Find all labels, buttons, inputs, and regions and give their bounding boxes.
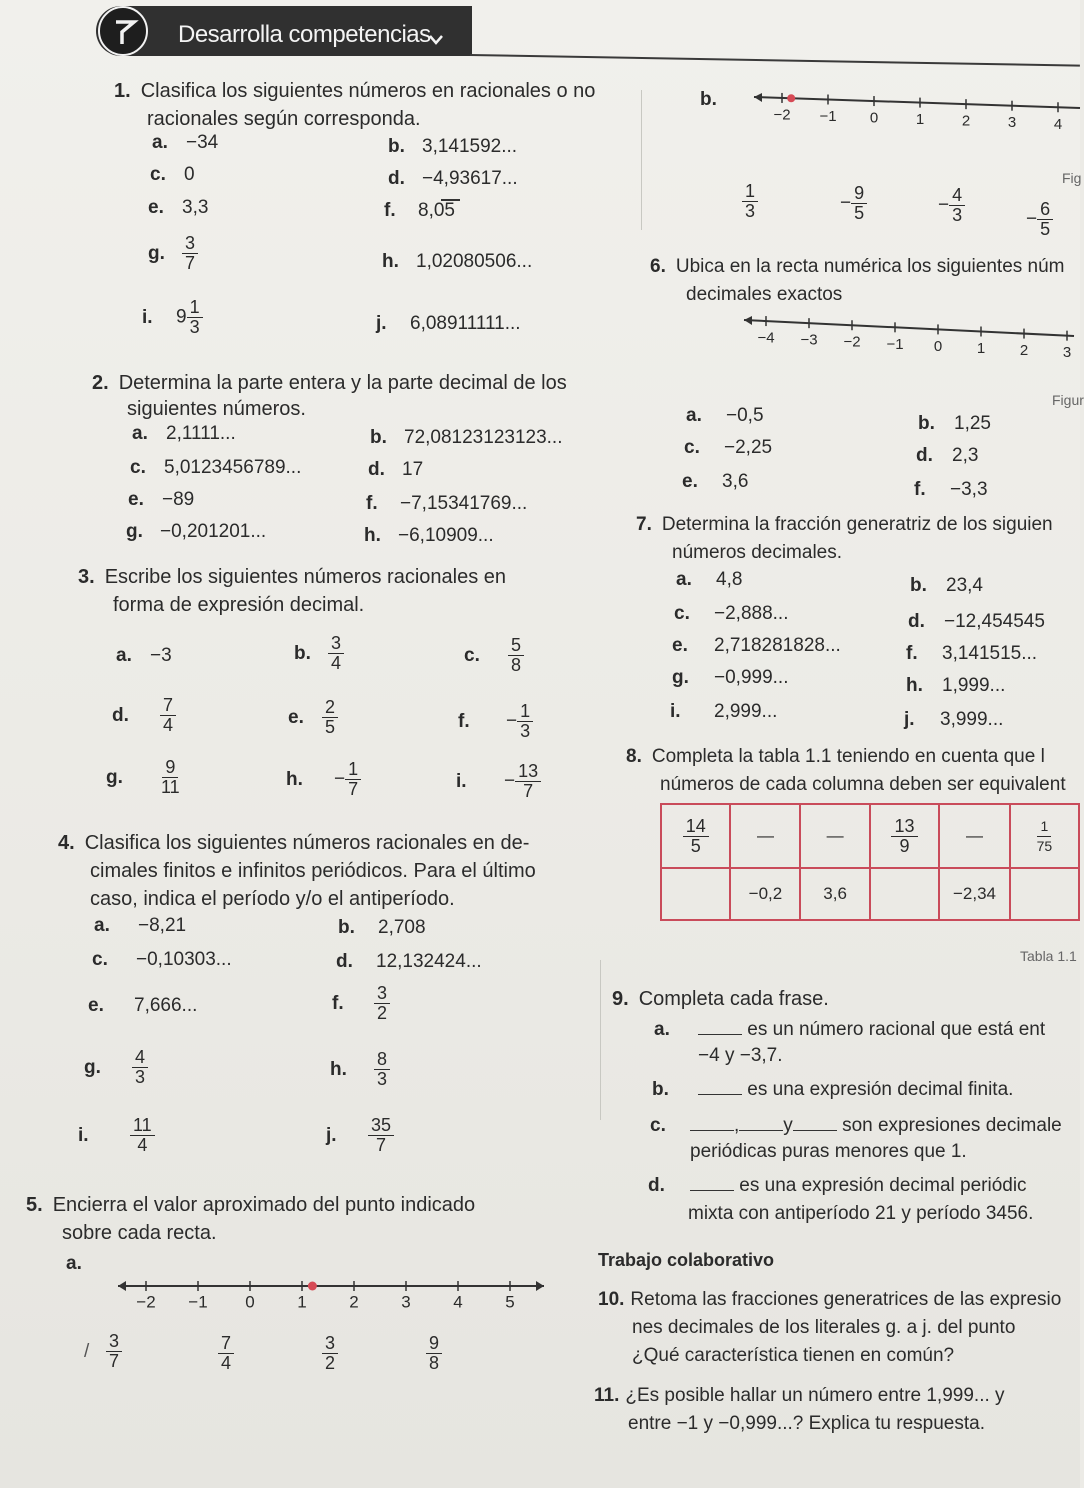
tick-label: 0 [869, 109, 879, 127]
q7-item-d: d. −12,454545 [908, 611, 1045, 632]
table-cell[interactable]: 3,6 [800, 868, 869, 920]
q4-item-c: c. −0,10303... [92, 949, 232, 970]
answer-blank[interactable] [690, 1130, 734, 1131]
q1-item-g: g. $\frac{3}{7}$ [148, 234, 198, 273]
tick-label: 2 [349, 1292, 359, 1312]
question-8: 8. Completa la tabla 1.1 teniendo en cuenta que l [626, 746, 1045, 767]
answer-blank[interactable] [793, 1130, 837, 1131]
header-rule [470, 54, 1080, 67]
question-9: 9. Completa cada frase. [612, 988, 829, 1010]
q9-item-a: a. es un número racional que está ent [654, 1019, 1046, 1040]
table-cell[interactable]: $\frac{14}{5}$ [661, 804, 730, 868]
q7-item-b: b. 23,4 [910, 575, 983, 596]
tick-label: −2 [136, 1292, 156, 1312]
table-cell[interactable]: $\frac{13}{9}$ [870, 804, 939, 868]
q1-item-c: c. 0 [150, 164, 195, 185]
q9-item-d: d. es una expresión decimal periódic [648, 1175, 1027, 1196]
tick-label: 4 [1053, 115, 1063, 133]
q5b-option-3[interactable]: − $\frac{4}{3}$ [938, 186, 965, 225]
q6-item-c: c. −2,25 [684, 437, 773, 458]
q7-item-e: e. 2,718281828... [672, 635, 841, 656]
question-4: 4. Clasifica los siguientes números racionales en de- [58, 832, 530, 854]
q2-item-c: c. 5,0123456789... [130, 457, 302, 478]
q7-item-j: j. 3,999... [904, 709, 1004, 730]
q1-item-b: b. 3,141592... [388, 136, 518, 157]
q4-item-i: i. $\frac{11}{4}$ [78, 1116, 155, 1155]
q5b-option-2[interactable]: − $\frac{9}{5}$ [840, 184, 867, 223]
q5b-option-4[interactable]: − $\frac{6}{5}$ [1026, 200, 1053, 239]
q6-item-e: e. 3,6 [682, 471, 749, 492]
q1-item-i: i. 9 $\frac{1}{3}$ [142, 298, 203, 337]
q4-item-j: j. $\frac{35}{7}$ [326, 1116, 394, 1155]
q2-item-a: a. 2,1111... [132, 423, 236, 444]
question-2: 2. Determina la parte entera y la parte decimal de los [92, 372, 567, 394]
q1-item-j: j. 6,08911111... [376, 313, 521, 334]
table-caption: Tabla 1.1 [1020, 948, 1077, 964]
number-line-a-point [308, 1282, 317, 1291]
q5-part-a-label: a. [66, 1253, 82, 1274]
tick-label: −1 [188, 1292, 208, 1312]
table-cell[interactable] [870, 868, 939, 920]
q6-item-b: b. 1,25 [918, 413, 991, 434]
number-line-b-axis [754, 97, 1080, 108]
tick-label: −1 [886, 335, 904, 353]
q6-item-a: a. −0,5 [686, 405, 764, 426]
q5a-option-3[interactable]: $\frac{3}{2}$ [322, 1334, 338, 1373]
tick-label: 1 [915, 111, 925, 129]
tick-label: 2 [961, 112, 971, 130]
question-5-cont: sobre cada recta. [62, 1222, 217, 1244]
q1-item-e: e. 3,3 [148, 197, 209, 218]
q3-item-c: c. $\frac{5}{8}$ [464, 636, 524, 675]
tick-label: 3 [1062, 344, 1072, 362]
q6-figure-label: Figur [1052, 392, 1084, 408]
q1-item-d: d. −4,93617... [388, 168, 518, 189]
q3-item-e: e. $\frac{2}{5}$ [288, 698, 338, 737]
q5a-option-4[interactable]: $\frac{9}{8}$ [426, 1334, 442, 1373]
q4-item-g: g. $\frac{4}{3}$ [84, 1048, 148, 1087]
question-5: 5. Encierra el valor aproximado del punto indicado [26, 1194, 476, 1216]
answer-blank[interactable] [698, 1094, 742, 1095]
q3-item-f: f. − $\frac{1}{3}$ [458, 702, 533, 741]
tick-label: −2 [843, 333, 861, 351]
collab-title: Trabajo colaborativo [598, 1250, 775, 1270]
chevron-down-icon [428, 34, 444, 46]
q4-item-d: d. 12,132424... [336, 951, 482, 972]
number-line-b [750, 88, 1080, 150]
q4-item-a: a. −8,21 [94, 915, 187, 936]
tick-label: 3 [1007, 114, 1017, 132]
q7-item-h: h. 1,999... [906, 675, 1006, 696]
q1-item-f: f. 8,05 [384, 200, 455, 221]
number-line-c [740, 310, 1080, 372]
q5a-option-2[interactable]: $\frac{7}{4}$ [218, 1334, 234, 1373]
question-6-cont: decimales exactos [686, 284, 843, 305]
q9-item-a-cont: −4 y −3,7. [698, 1045, 783, 1066]
number-line-b-point [787, 94, 795, 102]
q3-item-a: a. −3 [116, 645, 172, 666]
q5a-option-1[interactable]: / $\frac{3}{7}$ [84, 1332, 122, 1371]
question-8-cont: números de cada columna deben ser equivalent [660, 774, 1066, 795]
tick-label: −4 [757, 329, 775, 347]
q9-item-c: c. , y son expresiones decimale [650, 1115, 1062, 1136]
question-3: 3. Escribe los siguientes números racionales en [78, 566, 507, 588]
q2-item-f: f. −7,15341769... [366, 493, 528, 514]
table-cell[interactable]: −2,34 [939, 868, 1009, 920]
q7-item-f: f. 3,141515... [906, 643, 1038, 664]
q2-item-d: d. 17 [368, 459, 424, 480]
q7-item-a: a. 4,8 [676, 569, 743, 590]
q5-figure-label: Fig [1062, 170, 1082, 186]
question-10-cont2: ¿Qué característica tienen en común? [632, 1345, 955, 1366]
question-1: 1. Clasifica los siguientes números en racionales o no [114, 80, 596, 102]
number-line-c-left-arrow [744, 316, 752, 325]
q4-item-e: e. 7,666... [88, 995, 198, 1016]
q7-item-c: c. −2,888... [674, 603, 789, 624]
q3-item-b: b. $\frac{3}{4}$ [294, 634, 344, 673]
tick-label: 1 [976, 339, 986, 357]
q2-item-b: b. 72,08123123123... [370, 427, 563, 448]
question-10-cont1: nes decimales de los literales g. a j. del punto [632, 1317, 1016, 1338]
table-cell[interactable]: — [800, 804, 869, 868]
q3-item-g: g. $\frac{9}{11}$ [106, 757, 180, 797]
q7-item-i: i. 2,999... [670, 701, 778, 722]
q3-item-i: i. − $\frac{13}{7}$ [456, 762, 541, 801]
q4-item-b: b. 2,708 [338, 917, 426, 938]
tick-label: −1 [819, 107, 837, 125]
section-title: Desarrolla competencias [178, 21, 431, 48]
q5-part-b-label: b. [700, 89, 717, 110]
answer-blank[interactable] [739, 1130, 783, 1131]
period-bar [441, 199, 460, 201]
q2-item-e: e. −89 [128, 489, 195, 510]
q3-item-d: d. $\frac{7}{4}$ [112, 696, 176, 735]
answer-blank[interactable] [698, 1034, 742, 1035]
tick-label: 0 [245, 1292, 255, 1312]
q2-item-h: h. −6,10909... [364, 525, 494, 546]
tick-label: −2 [773, 106, 791, 124]
number-line-a-right-arrow [536, 1281, 544, 1291]
q1-item-a: a. −34 [152, 132, 219, 153]
table-cell[interactable]: — [939, 804, 1009, 868]
number-line-a-left-arrow [118, 1281, 126, 1291]
tick-label: 1 [297, 1292, 307, 1312]
question-11-cont: entre −1 y −0,999...? Explica tu respuesta. [628, 1413, 986, 1434]
tick-label: 5 [505, 1292, 515, 1312]
answer-blank[interactable] [690, 1190, 734, 1191]
question-1-cont: racionales según corresponda. [147, 108, 421, 130]
q9-item-d-cont: mixta con antiperíodo 21 y período 3456. [688, 1203, 1034, 1224]
table-cell[interactable]: $\frac{1}{75}$ [1010, 804, 1079, 868]
column-divider [641, 90, 642, 230]
q6-item-f: f. −3,3 [914, 479, 988, 500]
table-cell[interactable]: — [730, 804, 800, 868]
question-3-cont: forma de expresión decimal. [113, 594, 365, 616]
section-badge [98, 6, 148, 56]
number-line-a [112, 1274, 552, 1324]
table-row [661, 868, 1079, 920]
number-line-b-left-arrow [754, 93, 762, 102]
q1-item-h: h. 1,02080506... [382, 251, 533, 272]
tick-label: 0 [933, 337, 943, 355]
q4-item-f: f. $\frac{3}{2}$ [332, 984, 390, 1023]
table-cell[interactable] [1010, 868, 1079, 920]
tick-label: 2 [1019, 342, 1029, 360]
column-divider [600, 960, 601, 1120]
table-cell[interactable]: −0,2 [730, 868, 800, 920]
q5b-option-1[interactable]: $\frac{1}{3}$ [742, 182, 758, 221]
question-11: 11. ¿Es posible hallar un número entre 1,999... y [594, 1385, 1005, 1406]
tick-label: 4 [453, 1292, 463, 1312]
q6-item-d: d. 2,3 [916, 445, 979, 466]
question-6: 6. Ubica en la recta numérica los siguientes núm [650, 256, 1065, 277]
q4-item-h: h. $\frac{8}{3}$ [330, 1050, 390, 1089]
tick-label: −3 [800, 331, 818, 349]
tick-label: 3 [401, 1292, 411, 1312]
question-2-cont: siguientes números. [127, 398, 306, 420]
q9-item-b: b. es una expresión decimal finita. [652, 1079, 1014, 1100]
table-1-1 [660, 803, 1080, 921]
question-7: 7. Determina la fracción generatriz de los siguien [636, 514, 1053, 535]
q7-item-g: g. −0,999... [672, 667, 789, 688]
q2-item-g: g. −0,201201... [126, 521, 267, 542]
question-10: 10. Retoma las fracciones generatrices de las expresio [598, 1289, 1062, 1310]
flag-icon [110, 18, 138, 46]
q9-item-c-cont: periódicas puras menores que 1. [690, 1141, 967, 1162]
table-row [661, 804, 1079, 868]
question-4-cont1: cimales finitos e infinitos periódicos. Para el último [90, 860, 536, 882]
question-4-cont2: caso, indica el período y/o el antiperíodo. [90, 888, 455, 910]
table-cell[interactable] [661, 868, 730, 920]
q3-item-h: h. − $\frac{1}{7}$ [286, 760, 361, 799]
question-7-cont: números decimales. [672, 542, 843, 563]
